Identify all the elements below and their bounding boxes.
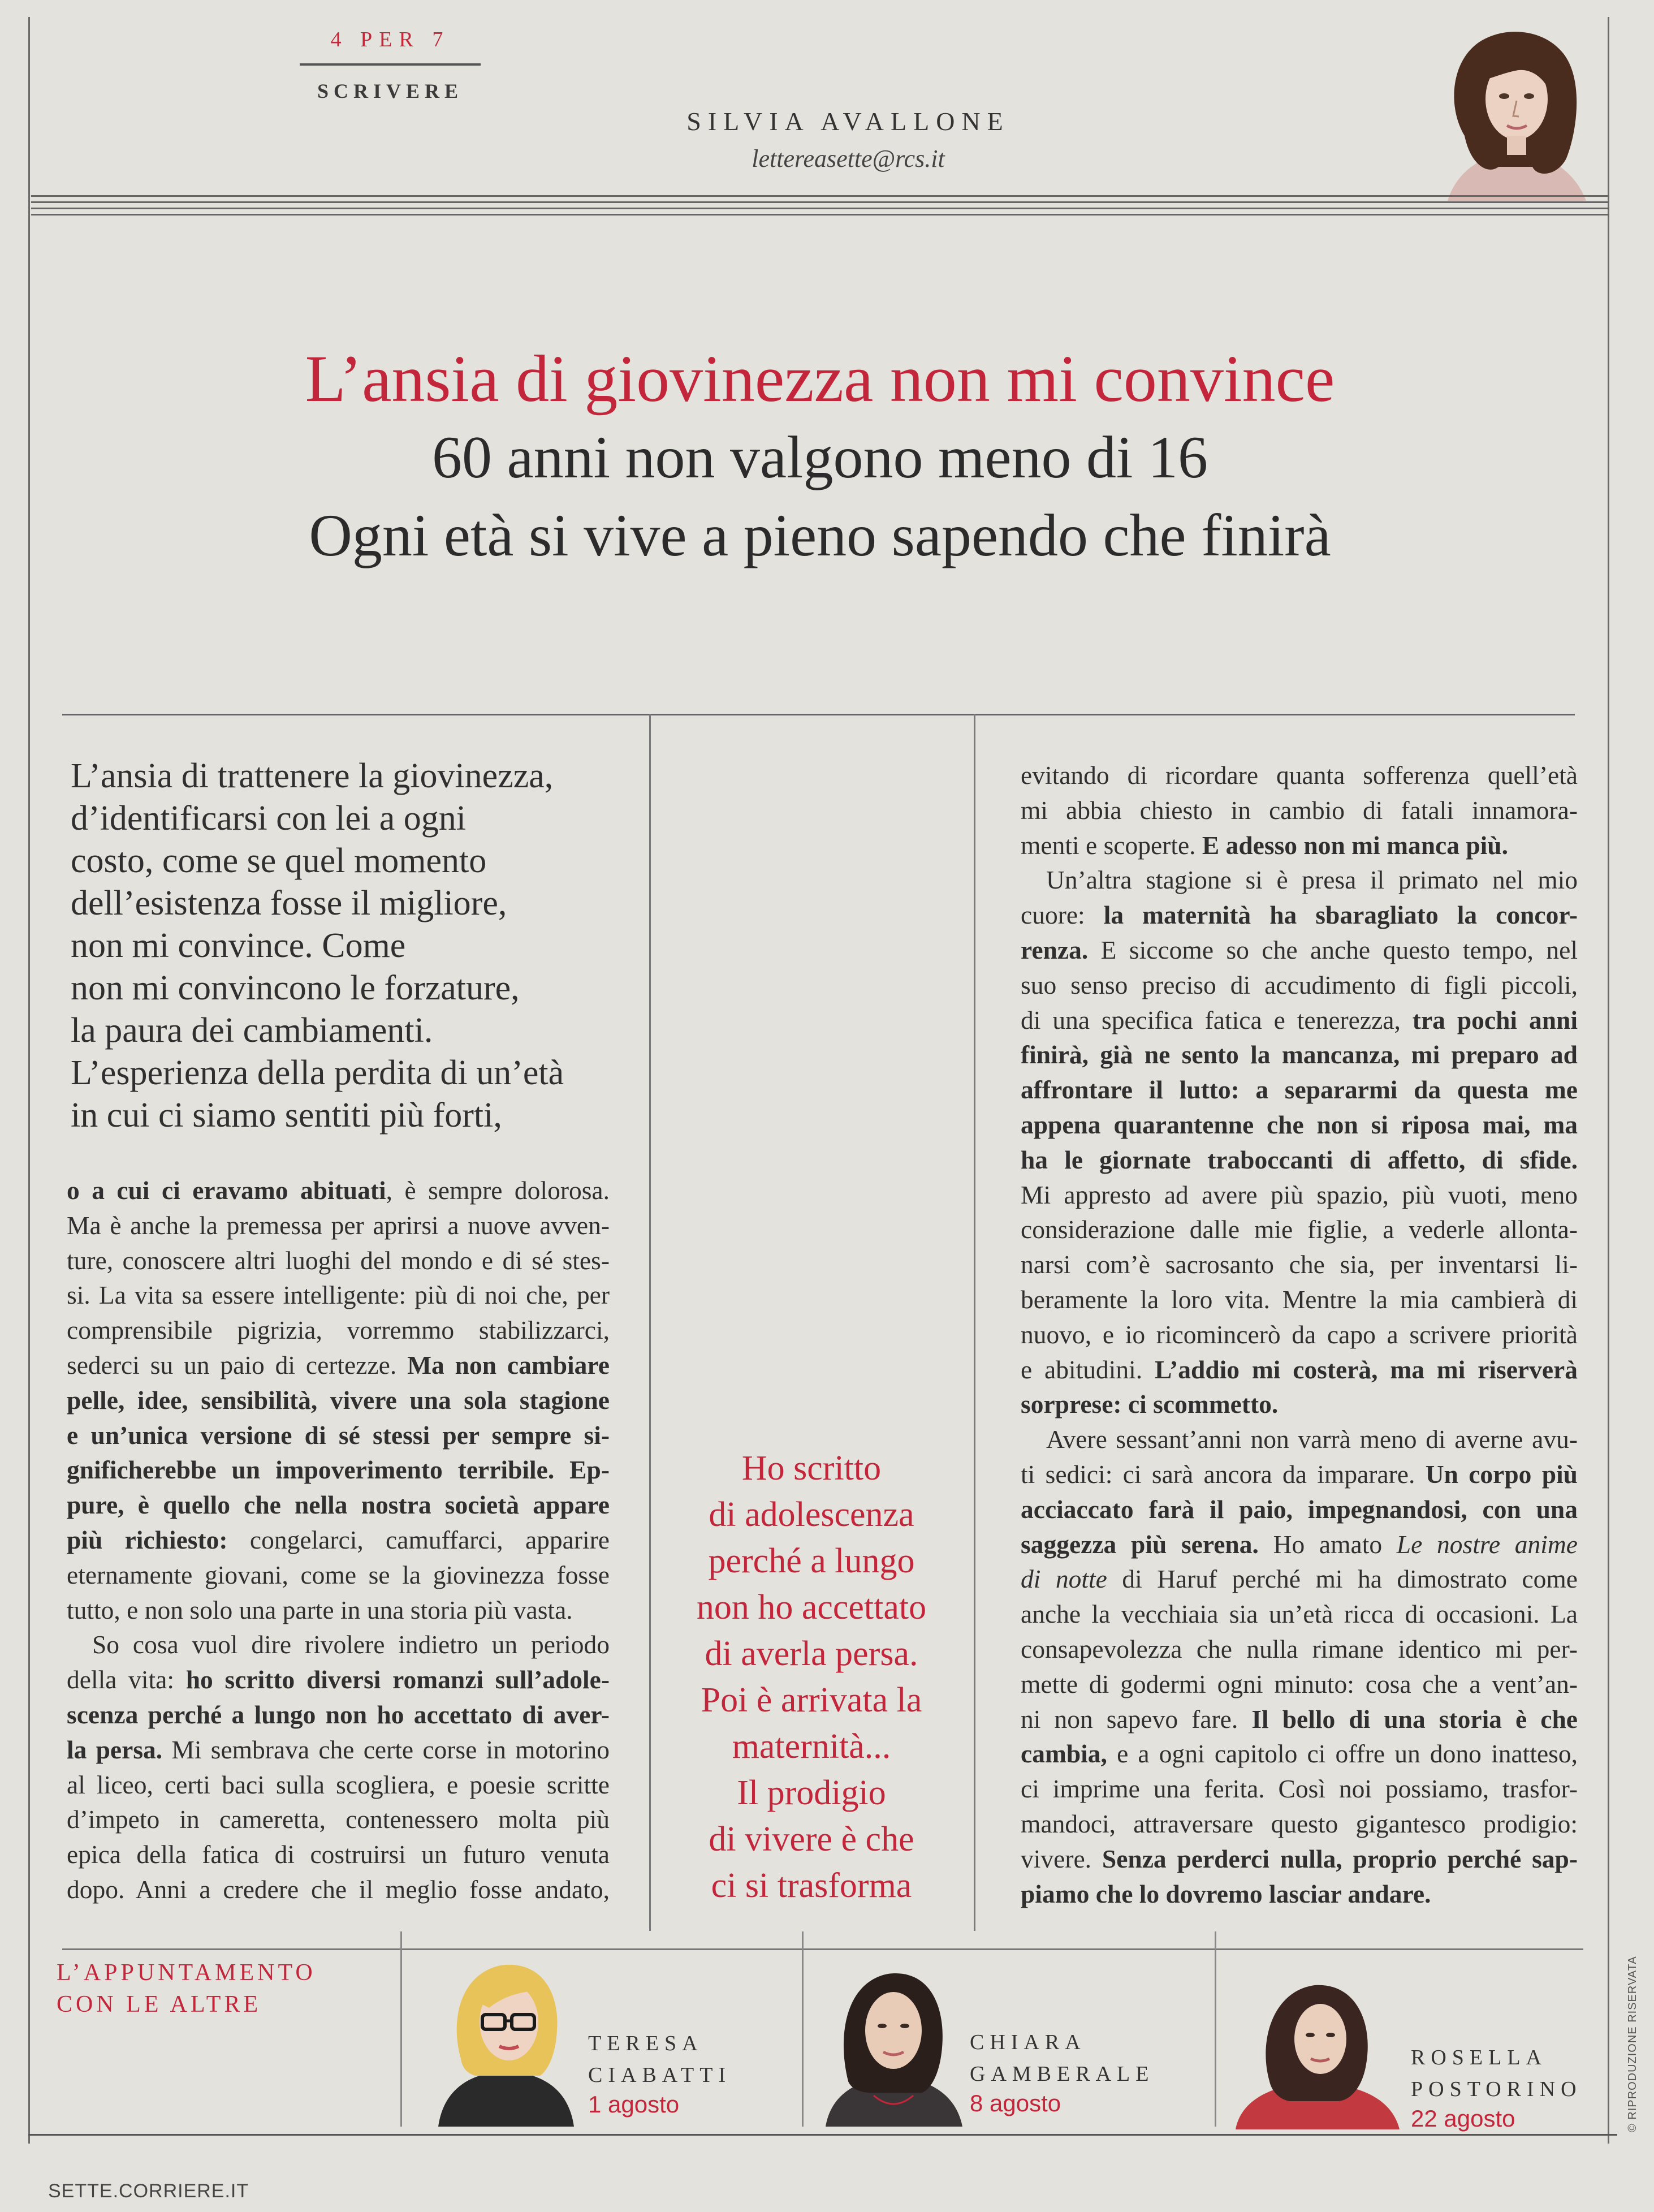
- writer-portrait-gamberale: [814, 1951, 973, 2127]
- pull-quote-line: Poi è arrivata la: [701, 1681, 922, 1719]
- text-line: [1021, 1107, 1578, 1142]
- bold-run: Senza perderci nulla, proprio perché sap-: [1102, 1844, 1578, 1873]
- headline: [34, 339, 1606, 575]
- body-column-1: [67, 1173, 610, 1907]
- intro-line: non mi convincono le forzature,: [71, 969, 520, 1007]
- section-number: 4 PER 7: [330, 28, 450, 51]
- text-line: tutto, e non solo una parte in una storia più vasta.: [67, 1595, 573, 1624]
- pull-quote-line: maternità...: [732, 1727, 891, 1766]
- text-line: cuore: la maternità ha sbaragliato la concor-: [1021, 900, 1578, 930]
- copyright-notice: [1622, 1940, 1644, 2132]
- bold-run: E adesso non mi manca più.: [1202, 830, 1508, 860]
- pull-quote-line: ci si trasforma: [711, 1866, 912, 1905]
- text-line: saggezza più serena. Ho amato Le nostre anime: [1021, 1529, 1578, 1559]
- text-line: nuovo, e io ricomincerò da capo a scrivere priorità: [1021, 1320, 1578, 1349]
- bold-run: tra pochi anni: [1412, 1005, 1578, 1034]
- header-rules: [31, 195, 1609, 218]
- bold-run: scenza perché a lungo non ho accettato di aver-: [67, 1700, 610, 1729]
- intro-line: L’ansia di trattenere la giovinezza,: [71, 757, 554, 795]
- text-line: [1021, 1072, 1578, 1107]
- italic-title: Le nostre anime: [1396, 1529, 1578, 1559]
- bold-run: Un corpo più: [1425, 1459, 1578, 1489]
- text-line: più richiesto: congelarci, camuffarci, apparire: [67, 1525, 610, 1554]
- bold-run: Il bello di una storia è che: [1251, 1704, 1578, 1734]
- writer-first-name: TERESA: [588, 2032, 703, 2055]
- text-line: narsi com’è sacrosanto che sia, per inventarsi li-: [1021, 1250, 1578, 1279]
- bold-run: cambia,: [1021, 1739, 1107, 1769]
- bold-run: affrontare il lutto: a separarmi da questa me: [1021, 1075, 1578, 1105]
- text-line: mandoci, attraversare questo gigantesco prodigio:: [1021, 1809, 1578, 1838]
- bold-run: ho scritto diversi romanzi sull’adole-: [185, 1665, 610, 1694]
- intro-line: d’identificarsi con lei a ogni: [71, 799, 466, 838]
- site-url: SETTE.CORRIERE.IT: [48, 2180, 249, 2202]
- bold-run: acciaccato farà il paio, impegnandosi, con una: [1021, 1494, 1578, 1524]
- text-line: menti e scoperte. E adesso non mi manca più.: [1021, 830, 1508, 860]
- text-line: epica della fatica di costruirsi un futuro venuta: [67, 1840, 610, 1869]
- writer-last-name: POSTORINO: [1411, 2077, 1582, 2101]
- text-line: [1021, 1142, 1578, 1178]
- text-line: al liceo, certi baci sulla scogliera, e poesie scritte: [67, 1770, 610, 1799]
- bold-run: pure, è quello che nella nostra società appare: [67, 1490, 610, 1520]
- pull-quote-line: di adolescenza: [709, 1495, 914, 1534]
- footer-separator: [1215, 1931, 1216, 2127]
- pull-quote-line: di averla persa.: [705, 1635, 918, 1673]
- text-line: vivere. Senza perderci nulla, proprio perché sap-: [1021, 1844, 1578, 1873]
- text-line: o a cui ci eravamo abituati, è sempre dolorosa.: [67, 1176, 610, 1205]
- text-line: si. La vita sa essere intelligente: più di noi che, per: [67, 1280, 610, 1310]
- text-line: eternamente giovani, come se la giovinezza fosse: [67, 1560, 610, 1589]
- bold-run: sorprese: ci scommetto.: [1021, 1390, 1279, 1419]
- bold-run: gnificherebbe un impoverimento terribile. Ep-: [67, 1455, 610, 1485]
- text-line: e abitudini. L’addio mi costerà, ma mi riserverà: [1021, 1355, 1578, 1384]
- appointment-label: [57, 1957, 373, 2020]
- text-line: di notte di Haruf perché mi ha dimostrato come: [1021, 1564, 1578, 1594]
- bold-run: renza.: [1021, 935, 1089, 964]
- pull-quote-line: Il prodigio: [737, 1774, 886, 1812]
- text-line: considerazione dalle mie figlie, a vederle allonta-: [1021, 1215, 1578, 1244]
- bold-run: appena quarantenne che non si riposa mai, ma: [1021, 1110, 1578, 1139]
- bold-run: la maternità ha sbaragliato la concor-: [1103, 900, 1578, 930]
- text-line: So cosa vuol dire rivolere indietro un periodo: [92, 1630, 610, 1659]
- text-line: la persa. Mi sembrava che certe corse in motorino: [67, 1735, 610, 1764]
- text-line: [1021, 1387, 1578, 1422]
- writer-info-gamberale: [970, 2026, 1207, 2117]
- writer-date: 8 agosto: [970, 2090, 1061, 2116]
- writer-info-postorino: [1411, 2042, 1597, 2132]
- footer-separator: [802, 1931, 804, 2127]
- text-line: [1021, 1037, 1578, 1072]
- column-separator: [649, 714, 651, 1931]
- writer-date: 22 agosto: [1411, 2105, 1515, 2132]
- text-line: suo senso preciso di accudimento di figli piccoli,: [1021, 970, 1578, 999]
- text-line: Ma è anche la premessa per aprirsi a nuove avven-: [67, 1210, 610, 1240]
- writer-date: 1 agosto: [588, 2091, 680, 2118]
- text-line: d’impeto in cameretta, contenessero molta più: [67, 1805, 610, 1834]
- intro-line: dell’esistenza fosse il migliore,: [71, 884, 507, 922]
- writer-portrait-ciabatti: [421, 1951, 591, 2127]
- appointment-label-line-2: CON LE ALTRE: [57, 1991, 262, 2017]
- pull-quote-line: non ho accettato: [696, 1588, 927, 1627]
- text-line: beramente la loro vita. Mentre la mia cambierà di: [1021, 1284, 1578, 1314]
- text-line: ci imprime una ferita. Così noi possiamo, trasfor-: [1021, 1774, 1578, 1804]
- pull-quote-line: di vivere è che: [709, 1820, 914, 1859]
- intro-line: costo, come se quel momento: [71, 842, 487, 880]
- italic-title: di notte: [1021, 1564, 1107, 1594]
- column-separator: [974, 714, 975, 1931]
- writer-info-ciabatti: [588, 2028, 792, 2118]
- intro-line: L’esperienza della perdita di un’età: [71, 1054, 564, 1092]
- section-name: SCRIVERE: [317, 80, 464, 102]
- text-line: evitando di ricordare quanta sofferenza quell’età: [1021, 761, 1578, 790]
- text-line: mette di godermi ogni minuto: cosa che a vent’an-: [1021, 1669, 1578, 1698]
- headline-line-3: Ogni età si vive a pieno sapendo che finirà: [309, 502, 1331, 568]
- text-line: ture, conoscere altri luoghi del mondo e di sé stes-: [67, 1245, 610, 1275]
- text-line: ni non sapevo fare. Il bello di una storia è che: [1021, 1704, 1578, 1734]
- text-line: renza. E siccome so che anche questo tempo, nel: [1021, 935, 1578, 964]
- writer-last-name: CIABATTI: [588, 2063, 732, 2087]
- bold-run: Ma non cambiare: [407, 1350, 610, 1379]
- text-line: sederci su un paio di certezze. Ma non cambiare: [67, 1350, 610, 1379]
- bold-run: finirà, già ne sento la mancanza, mi preparo ad: [1021, 1040, 1578, 1070]
- author-email: lettereasette@rcs.it: [752, 145, 945, 173]
- intro-line: la paura dei cambiamenti.: [71, 1011, 433, 1050]
- text-line: ti sedici: ci sarà ancora da imparare. Un corpo più: [1021, 1459, 1578, 1489]
- columns-top-rule: [62, 714, 1575, 715]
- text-line: dopo. Anni a credere che il meglio fosse andato,: [67, 1874, 610, 1904]
- section-number-rule: [300, 63, 481, 66]
- headline-line-2: 60 anni non valgono meno di 16: [432, 424, 1208, 490]
- text-line: [1021, 1492, 1578, 1527]
- intro-line: in cui ci siamo sentiti più forti,: [71, 1096, 502, 1135]
- author-portrait: [1425, 23, 1606, 201]
- text-line: Un’altra stagione si è presa il primato nel mio: [1046, 865, 1578, 895]
- text-line: comprensibile pigrizia, vorremmo stabilizzarci,: [67, 1316, 610, 1345]
- bold-run: ha le giornate traboccanti di affetto, di sfide.: [1021, 1145, 1578, 1174]
- headline-line-1: L’ansia di giovinezza non mi convince: [305, 342, 1335, 416]
- text-line: anche la vecchiaia sia un’età ricca di occasioni. La: [1021, 1599, 1578, 1629]
- bold-run: piamo che lo dovremo lasciar andare.: [1021, 1879, 1431, 1908]
- pull-quote: [653, 1445, 970, 1909]
- text-line: mi abbia chiesto in cambio di fatali innamora-: [1021, 795, 1578, 825]
- bold-run: saggezza più serena.: [1021, 1529, 1259, 1559]
- text-line: Avere sessant’anni non varrà meno di averne avu-: [1046, 1425, 1578, 1454]
- pull-quote-line: Ho scritto: [741, 1449, 882, 1487]
- writer-portrait-postorino: [1230, 1974, 1411, 2129]
- writer-first-name: CHIARA: [970, 2030, 1086, 2054]
- footer-bottom-rule: [28, 2134, 1617, 2136]
- writer-last-name: GAMBERALE: [970, 2062, 1155, 2086]
- appointment-label-line-1: L’APPUNTAMENTO: [57, 1960, 316, 1986]
- body-column-3: [1021, 758, 1578, 1911]
- text-line: [67, 1452, 610, 1487]
- intro-paragraph: [71, 755, 636, 1137]
- text-line: [67, 1697, 610, 1732]
- author-name: SILVIA AVALLONE: [686, 107, 1010, 136]
- text-line: [1021, 1877, 1578, 1912]
- footer-separator: [400, 1931, 402, 2127]
- bold-run: pelle, idee, sensibilità, vivere una sola stagione: [67, 1385, 610, 1415]
- text-line: consapevolezza che nulla rimane identico mi per-: [1021, 1634, 1578, 1663]
- text-line: della vita: ho scritto diversi romanzi sull’adole-: [67, 1665, 610, 1694]
- bold-run: la persa.: [67, 1735, 163, 1764]
- text-line: [67, 1487, 610, 1523]
- pull-quote-line: perché a lungo: [708, 1542, 915, 1580]
- text-line: [67, 1383, 610, 1418]
- text-line: Mi appresto ad avere più spazio, più vuoti, meno: [1021, 1180, 1578, 1209]
- intro-line: non mi convince. Come: [71, 926, 406, 965]
- bold-run: e un’unica versione di sé stessi per sempre si-: [67, 1420, 610, 1450]
- bold-run: o a cui ci eravamo abituati: [67, 1176, 386, 1205]
- footer-top-rule: [62, 1948, 1583, 1950]
- bold-run: L’addio mi costerà, ma mi riserverà: [1154, 1355, 1578, 1384]
- text-line: cambia, e a ogni capitolo ci offre un dono inatteso,: [1021, 1739, 1578, 1769]
- writer-first-name: ROSELLA: [1411, 2046, 1547, 2069]
- bold-run: più richiesto:: [67, 1525, 228, 1554]
- text-line: di una specifica fatica e tenerezza, tra pochi anni: [1021, 1005, 1578, 1034]
- copyright-text: © RIPRODUZIONE RISERVATA: [1626, 1956, 1639, 2132]
- text-line: [67, 1418, 610, 1453]
